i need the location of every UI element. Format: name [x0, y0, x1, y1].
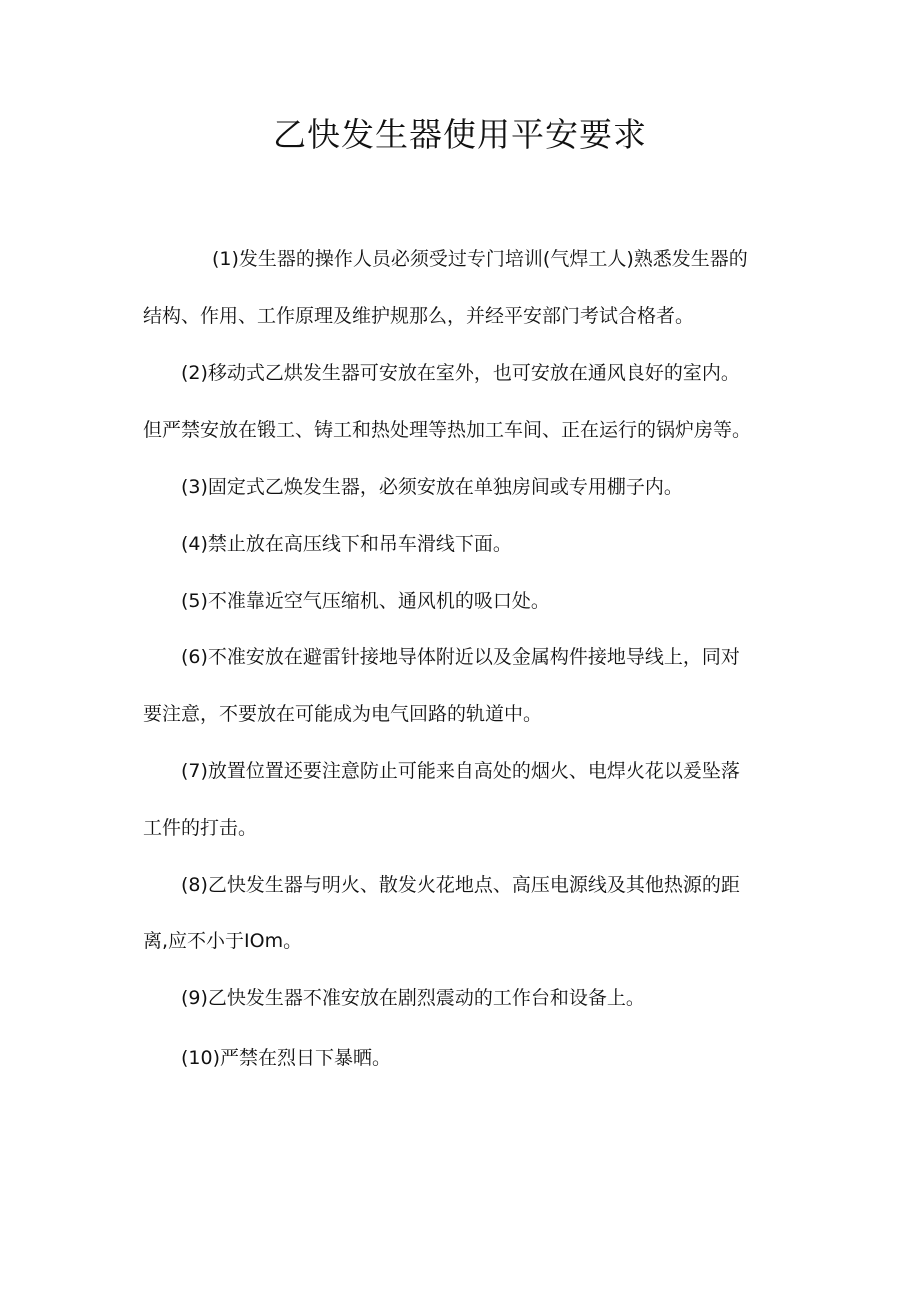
paragraph-3: (3)固定式乙焕发生器，必须安放在单独房间或专用棚子内。 — [181, 476, 683, 498]
paragraph-7-line-1: (7)放置位置还要注意防止可能来自高处的烟火、电焊火花以爰坠落 — [181, 760, 740, 782]
paragraph-1-line-1: (1)发生器的操作人员必须受过专门培训(气焊工人)熟悉发生器的 — [212, 248, 748, 270]
paragraph-6-line-2: 要注意，不要放在可能成为电气回路的轨道中。 — [143, 703, 543, 725]
paragraph-1-line-2: 结构、作用、工作原理及维护规那么，并经平安部门考试合格者。 — [143, 305, 695, 327]
document-title: 乙快发生器使用平安要求 — [273, 115, 647, 154]
paragraph-8-line-2: 离,应不小于IOm。 — [143, 930, 303, 952]
paragraph-10: (10)严禁在烈日下暴晒。 — [181, 1047, 392, 1069]
paragraph-7-line-2: 工件的打击。 — [143, 817, 258, 839]
paragraph-5: (5)不准靠近空气压缩机、通风机的吸口处。 — [181, 590, 550, 612]
paragraph-2-line-2: 但严禁安放在锻工、铸工和热处理等热加工车间、正在运行的锅炉房等。 — [143, 419, 752, 441]
paragraph-8-line-1: (8)乙快发生器与明火、散发火花地点、高压电源线及其他热源的距 — [181, 874, 740, 896]
paragraph-6-line-1: (6)不准安放在避雷针接地导体附近以及金属构件接地导线上，同对 — [181, 646, 740, 668]
paragraph-2-line-1: (2)移动式乙烘发生器可安放在室外，也可安放在通风良好的室内。 — [181, 362, 740, 384]
paragraph-4: (4)禁止放在高压线下和吊车滑线下面。 — [181, 533, 512, 555]
paragraph-9: (9)乙快发生器不准安放在剧烈震动的工作台和设备上。 — [181, 987, 645, 1009]
